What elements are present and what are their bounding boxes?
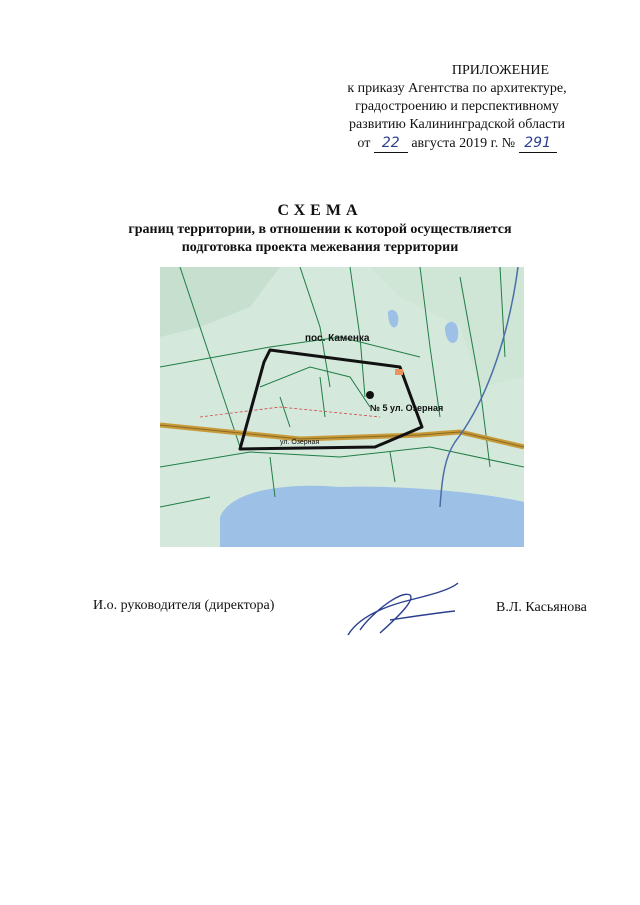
settlement-label: пос. Каменка xyxy=(305,333,370,344)
appendix-date-line xyxy=(307,134,607,153)
appendix-line-3: развитию Калининградской области xyxy=(348,117,566,132)
street-label: ул. Озерная xyxy=(280,439,320,446)
heading-title: СХЕМА xyxy=(277,202,363,219)
building-marker xyxy=(395,369,403,375)
appendix-block xyxy=(307,62,607,153)
signatory-position: И.о. руководителя (директора) xyxy=(93,598,275,613)
appendix-line-2: градостроению и перспективному xyxy=(355,99,559,114)
document-heading xyxy=(0,201,640,257)
lake-water xyxy=(220,486,524,547)
signature-graphic xyxy=(340,575,460,645)
territory-map xyxy=(160,267,524,547)
signature-stroke xyxy=(348,583,458,635)
appendix-title: ПРИЛОЖЕНИЕ xyxy=(451,63,549,78)
date-prefix: от xyxy=(357,136,371,151)
date-middle: августа 2019 г. № xyxy=(411,136,516,151)
signatory-name: В.Л. Касьянова xyxy=(496,600,587,615)
heading-subtitle-line-1: границ территории, в отношении к которой осуществляется xyxy=(128,222,512,237)
address-label: № 5 ул. Озерная xyxy=(370,403,444,413)
site-marker xyxy=(366,391,374,399)
heading-subtitle-line-2: подготовка проекта межевания территории xyxy=(181,240,459,255)
order-day: 22 xyxy=(374,134,408,153)
order-number: 291 xyxy=(519,134,557,153)
appendix-line-1: к приказу Агентства по архитектуре, xyxy=(347,81,567,96)
